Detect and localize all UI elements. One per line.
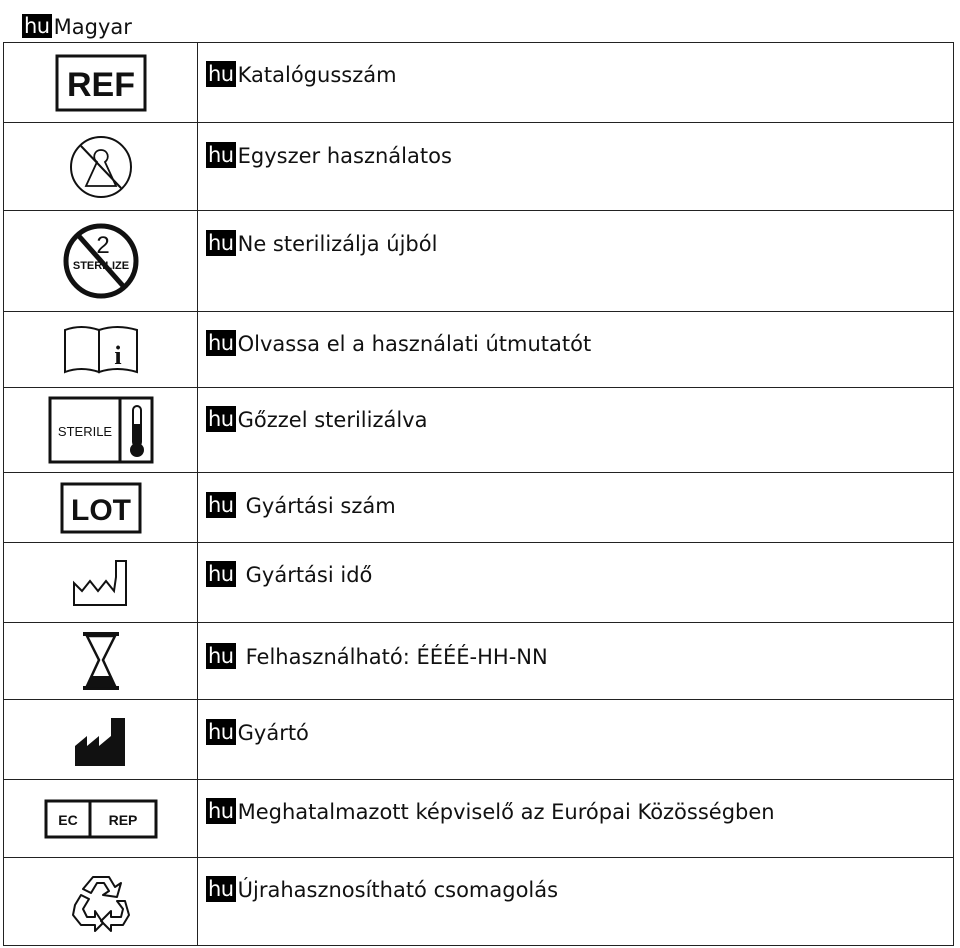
svg-text:REF: REF bbox=[66, 65, 135, 104]
table-row bbox=[4, 780, 954, 858]
manufacturer-icon bbox=[73, 712, 129, 768]
description-cell bbox=[198, 388, 954, 473]
symbol-description: Gyártási idő bbox=[245, 563, 373, 587]
language-code-badge: hu bbox=[208, 231, 234, 255]
ec-rep-icon bbox=[44, 799, 158, 839]
description-cell bbox=[198, 211, 954, 312]
description-cell bbox=[198, 858, 954, 946]
table-row bbox=[4, 211, 954, 312]
table-row bbox=[4, 623, 954, 700]
symbol-description: Gőzzel sterilizálva bbox=[237, 408, 428, 432]
symbol-description: Katalógusszám bbox=[237, 63, 397, 87]
consult-instructions-icon bbox=[61, 324, 141, 376]
language-header bbox=[22, 10, 132, 38]
symbol-cell bbox=[4, 388, 198, 473]
description-cell bbox=[198, 700, 954, 780]
symbol-cell bbox=[4, 623, 198, 700]
symbol-description: Meghatalmazott képviselő az Európai Közösségben bbox=[237, 800, 775, 824]
ref-icon bbox=[55, 54, 147, 112]
svg-text:STERILIZE: STERILIZE bbox=[72, 260, 129, 272]
svg-text:EC: EC bbox=[57, 811, 78, 828]
table-row bbox=[4, 543, 954, 623]
language-code-badge: hu bbox=[208, 644, 234, 668]
symbol-description: Gyártási szám bbox=[245, 494, 396, 518]
table-row bbox=[4, 473, 954, 543]
language-code-badge: hu bbox=[208, 877, 234, 901]
table-row bbox=[4, 700, 954, 780]
description-cell bbox=[198, 780, 954, 858]
language-code-badge: hu bbox=[208, 562, 234, 586]
svg-text:LOT: LOT bbox=[70, 493, 131, 527]
lot-icon bbox=[60, 482, 142, 534]
svg-text:i: i bbox=[113, 340, 122, 370]
symbol-cell bbox=[4, 123, 198, 211]
symbol-description: Egyszer használatos bbox=[237, 144, 452, 168]
language-code-badge: hu bbox=[208, 493, 234, 517]
hourglass-icon bbox=[81, 630, 121, 692]
symbol-description: Gyártó bbox=[237, 721, 309, 745]
symbol-table bbox=[3, 42, 954, 946]
description-cell bbox=[198, 473, 954, 543]
symbol-cell bbox=[4, 700, 198, 780]
do-not-resterilize-icon bbox=[58, 221, 144, 301]
svg-text:STERILE: STERILE bbox=[57, 424, 112, 439]
language-code-badge: hu bbox=[208, 720, 234, 744]
symbol-cell bbox=[4, 858, 198, 946]
sterile-steam-icon bbox=[48, 396, 154, 464]
symbol-description: Felhasználható: ÉÉÉÉ-HH-NN bbox=[245, 645, 548, 669]
language-code-badge: hu bbox=[208, 143, 234, 167]
date-of-manufacture-icon bbox=[70, 557, 132, 609]
language-code-badge: hu bbox=[208, 62, 234, 86]
description-cell bbox=[198, 123, 954, 211]
language-code-badge: hu bbox=[208, 799, 234, 823]
svg-text:2: 2 bbox=[95, 232, 110, 259]
table-row bbox=[4, 123, 954, 211]
language-code-badge: hu bbox=[24, 14, 50, 38]
table-row bbox=[4, 43, 954, 123]
symbol-description: Olvassa el a használati útmutatót bbox=[237, 332, 592, 356]
symbol-cell bbox=[4, 211, 198, 312]
table-row bbox=[4, 388, 954, 473]
recycle-icon bbox=[69, 871, 133, 933]
table-row bbox=[4, 858, 954, 946]
description-cell bbox=[198, 43, 954, 123]
language-code-badge: hu bbox=[208, 331, 234, 355]
symbol-cell bbox=[4, 473, 198, 543]
language-code-badge: hu bbox=[208, 407, 234, 431]
symbol-description: Ne sterilizálja újból bbox=[237, 232, 438, 256]
language-name: Magyar bbox=[53, 15, 132, 39]
table-row bbox=[4, 312, 954, 388]
svg-text:REP: REP bbox=[108, 811, 137, 828]
symbol-description: Újrahasznosítható csomagolás bbox=[237, 878, 559, 902]
symbol-cell bbox=[4, 43, 198, 123]
symbol-cell bbox=[4, 543, 198, 623]
symbol-cell bbox=[4, 780, 198, 858]
symbol-cell bbox=[4, 312, 198, 388]
description-cell bbox=[198, 543, 954, 623]
description-cell bbox=[198, 312, 954, 388]
do-not-reuse-icon bbox=[66, 132, 136, 202]
description-cell bbox=[198, 623, 954, 700]
